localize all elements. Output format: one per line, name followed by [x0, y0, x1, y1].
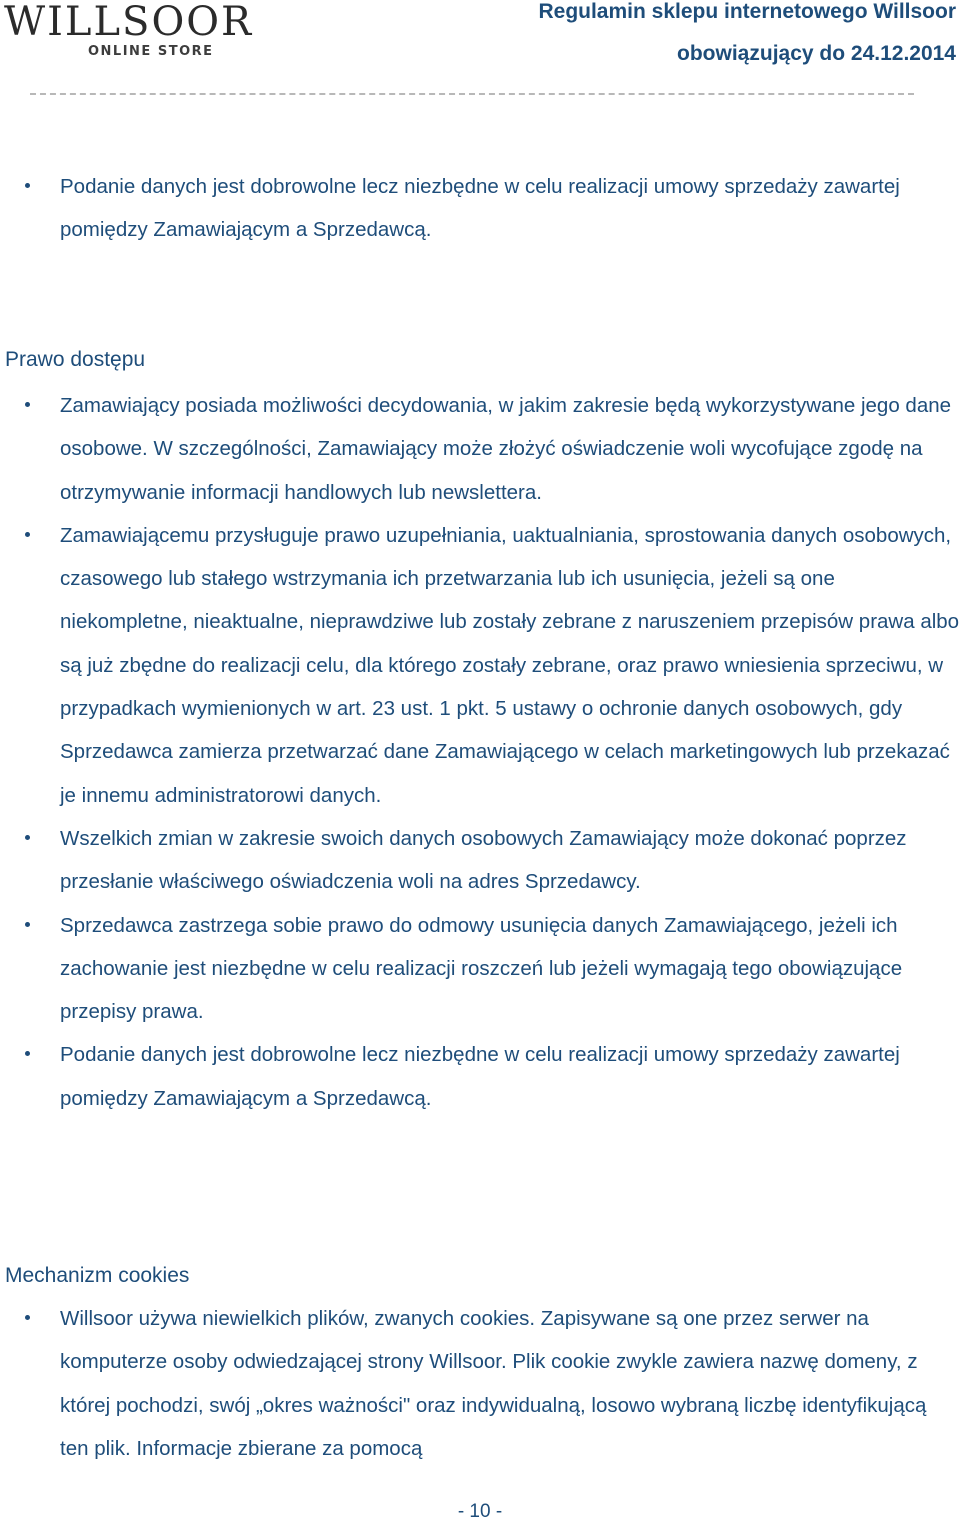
list-item-text: Willsoor używa niewielkich plików, zwanych cookies. Zapisywane są one przez serwer na komputerze osoby odwiedzającej strony Willsoor. Plik cookie zwykle zawiera nazwę domeny, z której pochodzi, swój „okres ważności" oraz indywidualną, losowo wybraną liczbę identyfikującą ten plik. Informacje zbierane za pomocą: [60, 1307, 927, 1460]
bullet-icon: [25, 183, 30, 188]
bullet-icon: [25, 835, 30, 840]
bullet-icon: [25, 1051, 30, 1056]
bullet-icon: [25, 1315, 30, 1320]
list-item: [0, 1297, 960, 1470]
list-item-text: Sprzedawca zastrzega sobie prawo do odmowy usunięcia danych Zamawiającego, jeżeli ich zachowanie jest niezbędne w celu realizacji roszczeń lub jeżeli wymagają tego obowiązujące przepisy prawa.: [60, 913, 903, 1024]
document-title: Regulamin sklepu internetowego Willsoor: [538, 0, 956, 23]
access-list: [0, 384, 960, 1120]
list-item: [0, 904, 960, 1034]
list-item: [0, 514, 960, 817]
list-item-text: Zamawiającemu przysługuje prawo uzupełniania, uaktualniania, sprostowania danych osobowych, czasowego lub stałego wstrzymania ich przetwarzania lub ich usunięcia, jeżeli są one niekompletne, nieaktualne, nieprawdziwe lub zostały zebrane z naruszeniem przepisów prawa albo są już zbędne do realizacji celu, dla którego zostały zebrane, oraz prawo wniesienia sprzeciwu, w przypadkach wymienionych w art. 23 ust. 1 pkt. 5 ustawy o ochronie danych osobowych, gdy Sprzedawca zamierza przetwarzać dane Zamawiającego w celach marketingowych lub przekazać je innemu administratorowi danych.: [60, 523, 960, 807]
list-item-text: Podanie danych jest dobrowolne lecz niezbędne w celu realizacji umowy sprzedaży zawartej pomiędzy Zamawiającym a Sprzedawcą.: [60, 1043, 900, 1110]
page-number: - 10 -: [457, 1501, 503, 1522]
section-heading-cookies: Mechanizm cookies: [5, 1264, 190, 1287]
list-item: [0, 384, 960, 514]
list-item: [0, 165, 960, 252]
list-item: [0, 817, 960, 904]
section-heading-access: Prawo dostępu: [5, 348, 146, 371]
logo-tagline: ONLINE STORE: [88, 44, 214, 59]
cookies-list: [0, 1297, 960, 1470]
willsoor-logo: [4, 2, 304, 64]
bullet-icon: [25, 922, 30, 927]
list-item-text: Podanie danych jest dobrowolne lecz niezbędne w celu realizacji umowy sprzedaży zawartej pomiędzy Zamawiającym a Sprzedawcą.: [60, 175, 900, 242]
list-item: [0, 1033, 960, 1120]
logo-wordmark: WILLSOOR: [4, 0, 254, 45]
list-item-text: Zamawiający posiada możliwości decydowania, w jakim zakresie będą wykorzystywane jego dane osobowe. W szczególności, Zamawiający może złożyć oświadczenie woli wycofujące zgodę na otrzymywanie informacji handlowych lub newslettera.: [60, 394, 952, 504]
header-separator: [30, 93, 914, 95]
list-item-text: Wszelkich zmian w zakresie swoich danych osobowych Zamawiający może dokonać poprzez przesłanie właściwego oświadczenia woli na adres Sprzedawcy.: [60, 826, 907, 894]
document-validity-date: obowiązujący do 24.12.2014: [677, 42, 956, 65]
bullet-icon: [25, 532, 30, 537]
intro-list: [0, 165, 960, 252]
bullet-icon: [25, 402, 30, 407]
